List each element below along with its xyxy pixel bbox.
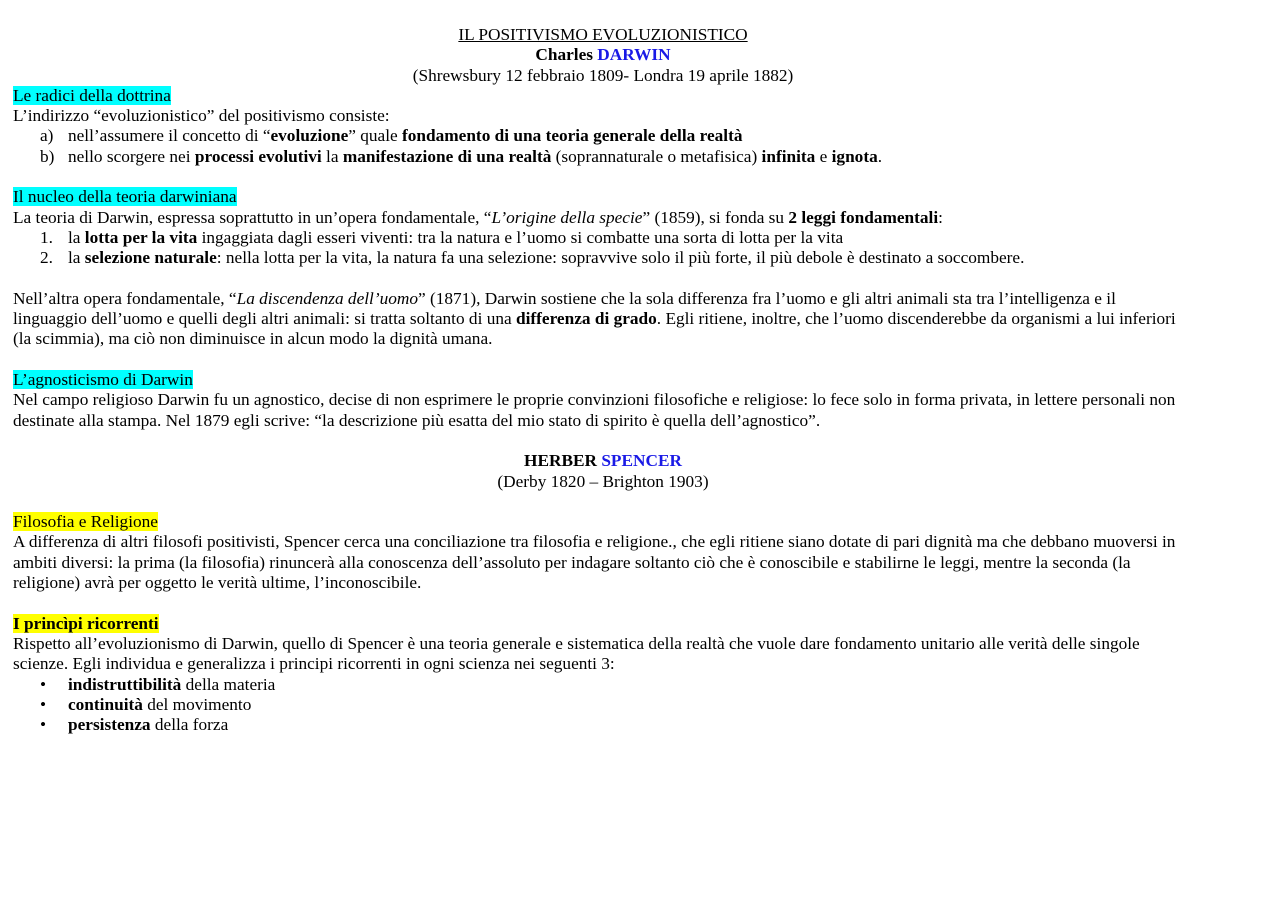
list-item: 2. la selezione naturale: nella lotta per la vita, la natura fa una selezione: sopravvive solo il più forte, il più debole è destinato a soccombere. [40, 248, 1025, 268]
spencer-dates: (Derby 1820 – Brighton 1903) [497, 471, 709, 491]
discendenza-paragraph: Nell’altra opera fondamentale, “La discendenza dell’uomo” (1871), Darwin sostiene che la sola differenza fra l’uomo e gli altri animali sta tra l’intelligenza e il linguaggio dell’uomo e quelli degli altri animali: si tratta soltanto di una differenza di grado. Egli ritiene, inoltre, che l’uomo discenderebbe da organismi a lui inferiori (la scimmia), ma ciò non diminuisce in alcun modo la dignità umana. [13, 288, 1176, 349]
document-content [13, 25, 1193, 735]
darwin-name: Charles DARWIN [535, 45, 671, 65]
darwin-dates: (Shrewsbury 12 febbraio 1809- Londra 19 aprile 1882) [412, 65, 794, 85]
heading-principi: I princìpi ricorrenti [13, 613, 159, 633]
list-item: b) nello scorgere nei processi evolutivi la manifestazione di una realtà (soprannaturale o metafisica) infinita e ignota. [40, 146, 883, 166]
list-item: • indistruttibilità della materia [40, 674, 276, 694]
spencer-name: HERBER SPENCER [524, 451, 682, 471]
nucleo-paragraph: La teoria di Darwin, espressa soprattutto in un’opera fondamentale, “L’origine della specie” (1859), si fonda su 2 leggi fondamentali: [13, 207, 943, 227]
filosofia-paragraph: A differenza di altri filosofi positivisti, Spencer cerca una conciliazione tra filosofia e religione., che egli ritiene siano dotate di pari dignità ma che debbano muoversi in ambiti diversi: la prima (la filosofia) rinuncerà alla conoscenza dell’assoluto per indagare soltanto ciò che è conoscibile e stabilirne le leggi, mentre la seconda (la religione) avrà per oggetto le verità ultime, l’inconoscibile. [13, 532, 1176, 593]
list-item: • continuità del movimento [40, 694, 252, 714]
heading-filosofia: Filosofia e Religione [13, 512, 158, 532]
heading-radici: Le radici della dottrina [13, 85, 171, 105]
list-item: a) nell’assumere il concetto di “evoluzione” quale fondamento di una teoria generale della realtà [40, 126, 743, 146]
document-title: IL POSITIVISMO EVOLUZIONISTICO [458, 25, 748, 44]
principi-paragraph: Rispetto all’evoluzionismo di Darwin, quello di Spencer è una teoria generale e sistematica della realtà che vuole dare fondamento unitario alle verità delle singole scienze. Egli individua e generalizza i principi ricorrenti in ogni scienza nei seguenti 3: [13, 633, 1140, 674]
radici-intro: L’indirizzo “evoluzionistico” del positivismo consiste: [13, 106, 390, 126]
heading-nucleo: Il nucleo della teoria darwiniana [13, 187, 237, 207]
agnosticismo-paragraph: Nel campo religioso Darwin fu un agnostico, decise di non esprimere le proprie convinzioni filosofiche e religiose: lo fece solo in forma privata, in lettere personali non destinate alla stampa. Nel 1879 egli scrive: “la descrizione più esatta del mio stato di spirito è quella dell’agnostico”. [13, 390, 1176, 430]
heading-agnosticismo: L’agnosticismo di Darwin [13, 370, 193, 390]
list-item: • persistenza della forza [40, 715, 229, 735]
list-item: 1. la lotta per la vita ingaggiata dagli esseri viventi: tra la natura e l’uomo si combatte una sorta di lotta per la vita [40, 227, 844, 247]
